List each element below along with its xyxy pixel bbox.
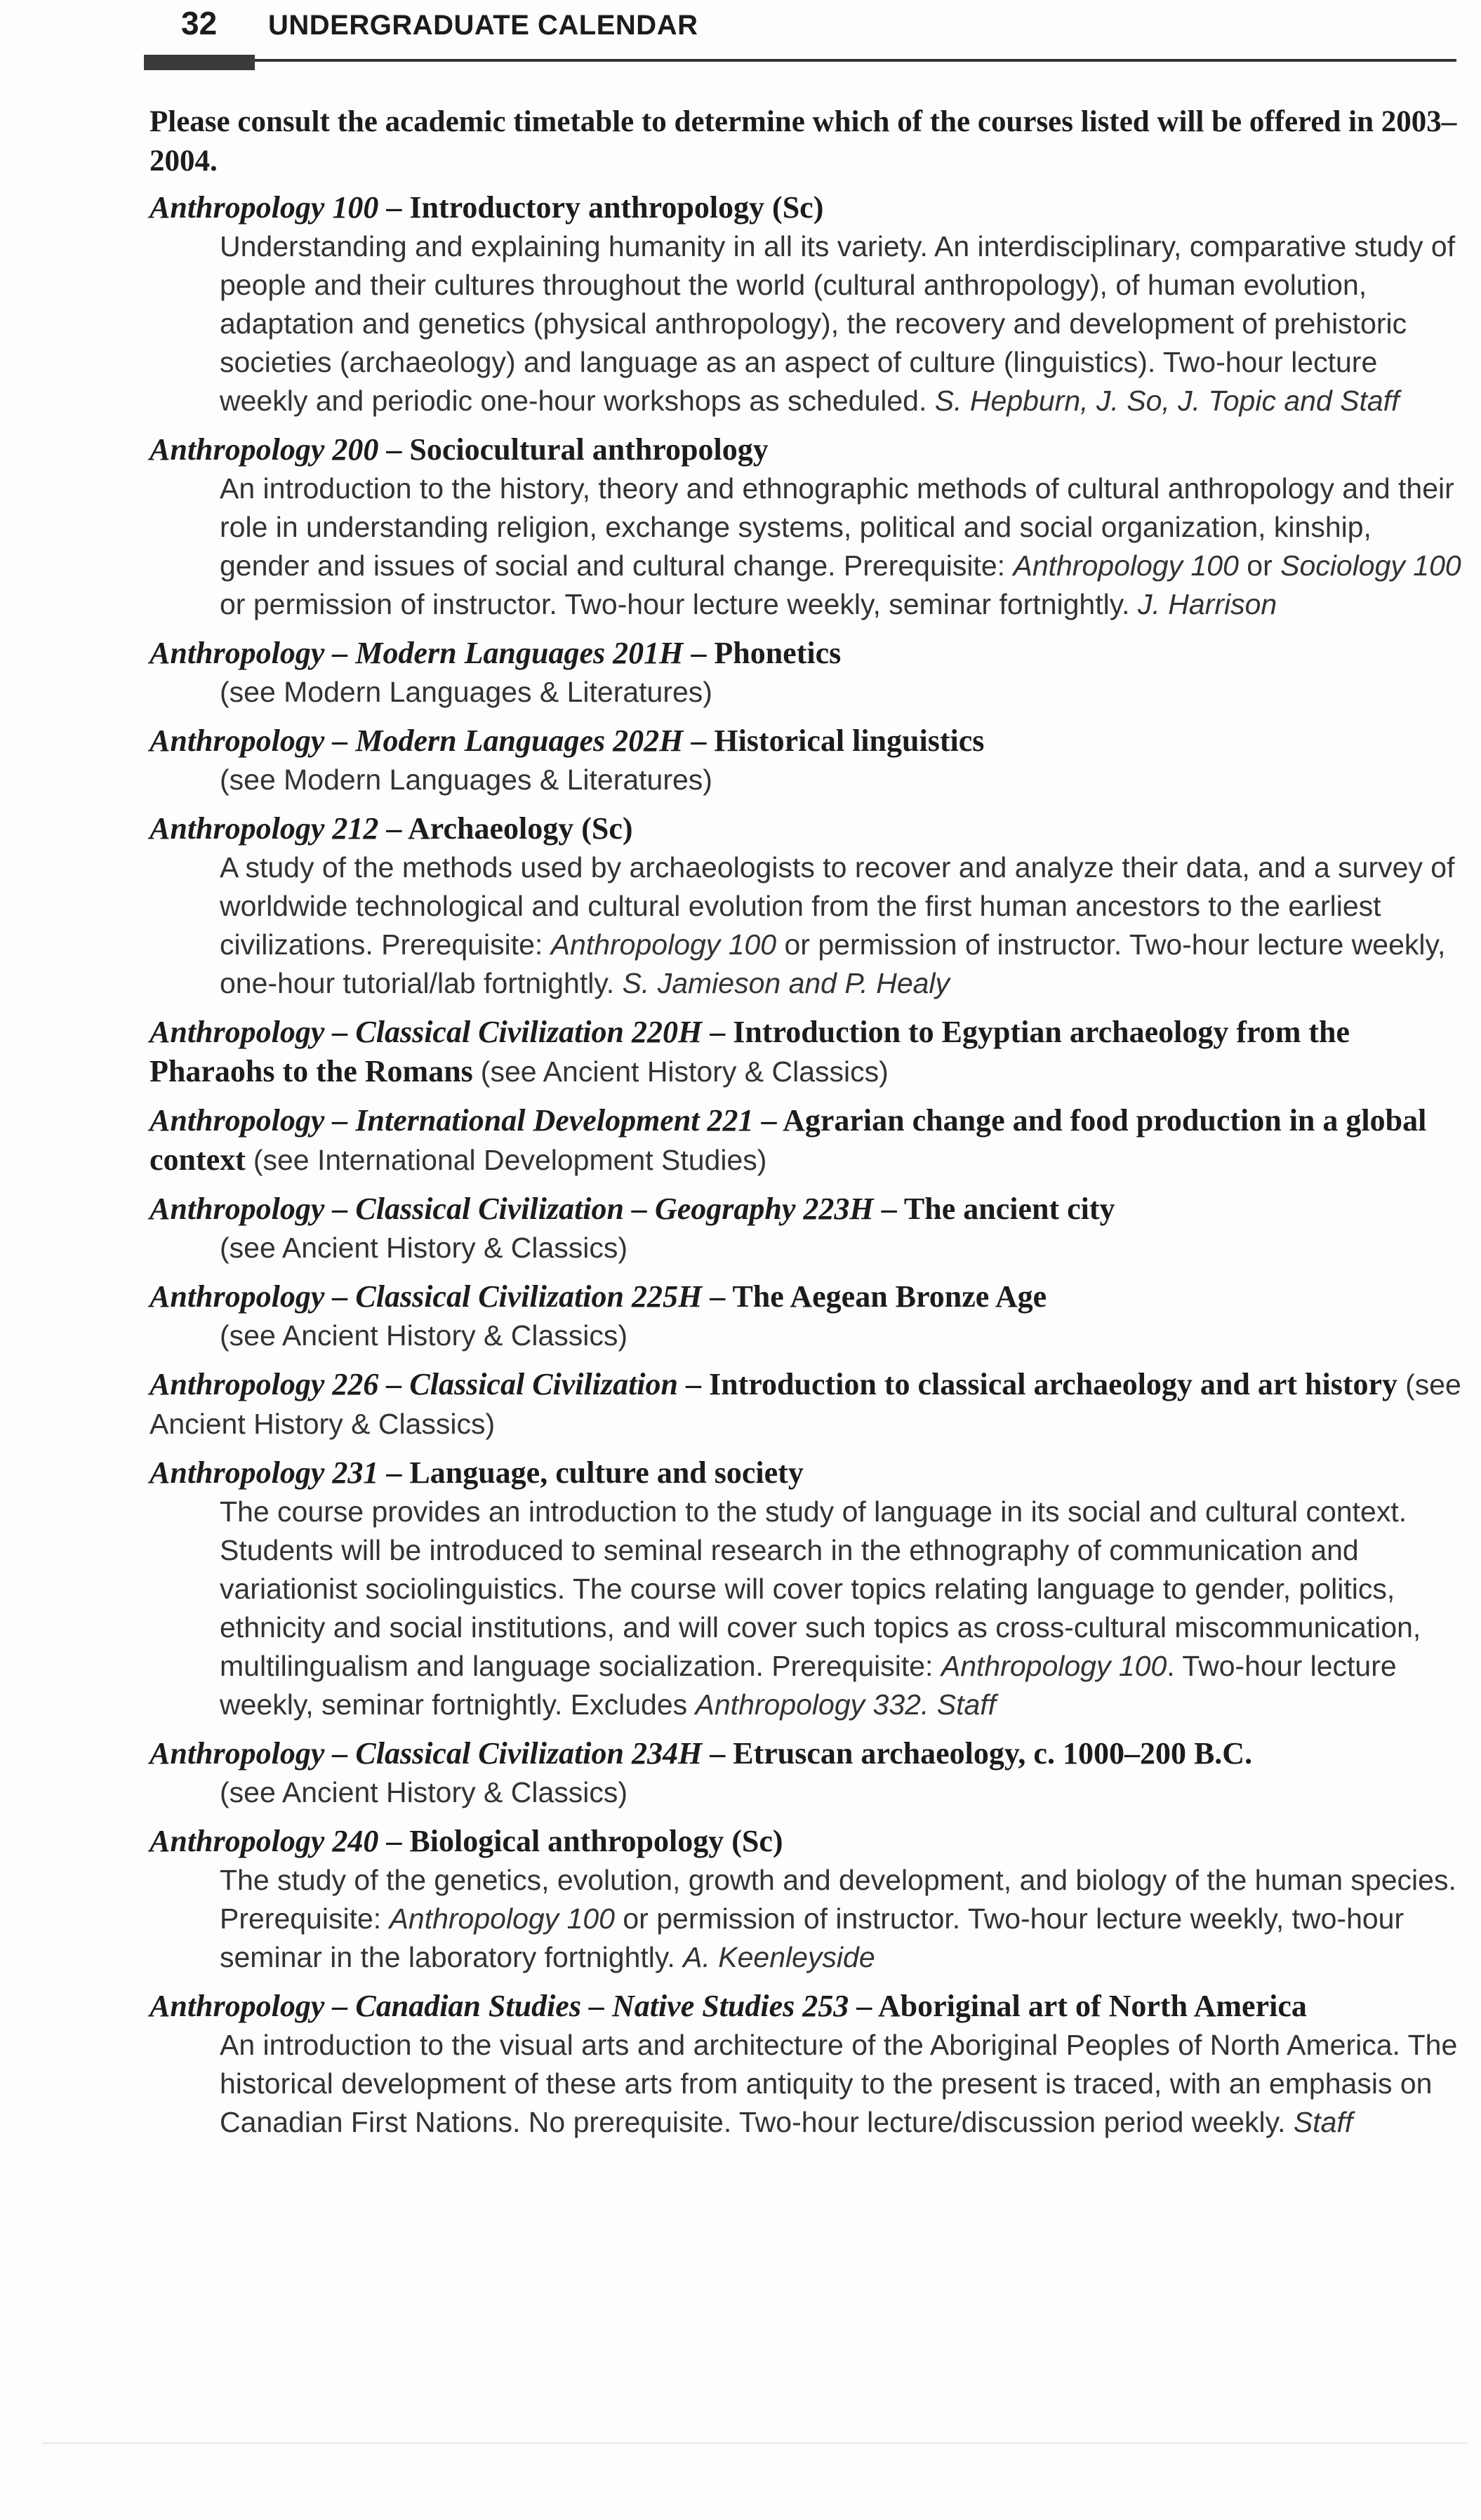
cross-reference: (see Ancient History & Classics) [480, 1055, 889, 1088]
course-title: Language, culture and society [409, 1455, 804, 1490]
course-entry [150, 430, 1462, 624]
course-heading: Anthropology – International Development 221 – Agrarian change and food production in a global context (see International Development Studies) [150, 1103, 1427, 1177]
course-number: Anthropology 200 [150, 432, 379, 467]
description-text: An introduction to the history, theory and ethnographic methods of cultural anthropology and their role in understanding religion, exchange systems, political and social organization, kinship, gender and issues of social and cultural change. Prerequisite: Anthropology 100 or Sociology 100 or permission of instructor. Two-hour lecture weekly, seminar fortnightly. [220, 472, 1461, 620]
description-text: The course provides an introduction to the study of language in its social and cultural context. Students will be introduced to seminal research in the ethnography of communication and variationist sociolinguistics. The course will cover topics relating language to gender, politics, ethnicity and social institutions, and will cover such topics as cross-cultural miscommunication, multilingualism and language socialization. Prerequisite: Anthropology 100. Two-hour lecture weekly, seminar fortnightly. Excludes Anthropology 332. [220, 1495, 1421, 1721]
course-heading: Anthropology 240 – Biological anthropology (Sc) [150, 1824, 783, 1858]
cross-reference: (see Ancient History & Classics) [220, 1319, 628, 1352]
description-text: Understanding and explaining humanity in all its variety. An interdisciplinary, comparative study of people and their cultures throughout the world (cultural anthropology), of human evolution, adaptation and genetics (physical anthropology), the recovery and development of prehistoric societies (archaeology) and language as an aspect of culture (linguistics). Two-hour lecture weekly and periodic one-hour workshops as scheduled. [220, 230, 1456, 417]
instructor: A. Keenleyside [683, 1941, 875, 1973]
course-description [220, 673, 1462, 712]
course-heading: Anthropology – Classical Civilization 220H – Introduction to Egyptian archaeology from the Pharaohs to the Romans (see Ancient History & Classics) [150, 1015, 1350, 1088]
course-heading: Anthropology – Classical Civilization 225H – The Aegean Bronze Age [150, 1279, 1047, 1314]
course-heading: Anthropology – Modern Languages 201H – Phonetics [150, 636, 842, 670]
course-listing [150, 102, 1462, 2152]
course-entry [150, 188, 1462, 420]
running-header: UNDERGRADUATE CALENDAR [268, 10, 698, 41]
course-number: Anthropology – International Development 221 [150, 1103, 754, 1138]
course-number: Anthropology – Classical Civilization – Geography 223H [150, 1192, 874, 1226]
description-text: A study of the methods used by archaeologists to recover and analyze their data, and a survey of worldwide technological and cultural evolution from the first human ancestors to the earliest civilizations. Prerequisite: Anthropology 100 or permission of instructor. Two-hour lecture weekly, one-hour tutorial/lab fortnightly. [220, 851, 1455, 999]
course-description [220, 848, 1462, 1003]
course-description [220, 469, 1462, 624]
course-title: Phonetics [714, 636, 842, 670]
instructor: Staff [936, 1688, 997, 1721]
course-number: Anthropology – Modern Languages 201H [150, 636, 684, 670]
description-text: An introduction to the visual arts and architecture of the Aboriginal Peoples of North America. The historical development of these arts from antiquity to the present is traced, with an emphasis on Canadian First Nations. No prerequisite. Two-hour lecture/discussion period weekly. [220, 2029, 1458, 2138]
course-entry [150, 1013, 1462, 1091]
course-number: Anthropology 231 [150, 1455, 379, 1490]
page-number: 32 [181, 5, 218, 41]
instructor: Staff [1293, 2106, 1353, 2138]
course-entry [150, 634, 1462, 712]
course-description [220, 1316, 1462, 1355]
cross-reference: (see International Development Studies) [253, 1144, 767, 1176]
course-title: The Aegean Bronze Age [732, 1279, 1047, 1314]
course-heading: Anthropology 212 – Archaeology (Sc) [150, 811, 633, 846]
course-description [220, 1229, 1462, 1267]
header-tab-block [144, 55, 255, 70]
course-entry [150, 1277, 1462, 1355]
course-title: The ancient city [903, 1192, 1115, 1226]
course-number: Anthropology 226 – Classical Civilization [150, 1367, 679, 1401]
course-description [220, 1773, 1462, 1812]
course-entry [150, 1101, 1462, 1180]
course-entries [150, 188, 1462, 2142]
page-edge [42, 2442, 1467, 2444]
course-title: Introductory anthropology (Sc) [409, 190, 824, 225]
instructor: S. Hepburn, J. So, J. Topic and Staff [934, 385, 1400, 417]
course-description [220, 761, 1462, 799]
cross-reference: (see Modern Languages & Literatures) [220, 764, 712, 796]
cross-reference: (see Ancient History & Classics) [220, 1776, 628, 1808]
course-number: Anthropology 212 [150, 811, 379, 846]
course-description [220, 227, 1462, 420]
course-title: Agrarian change and food production in a global context [150, 1103, 1427, 1177]
course-entry [150, 1453, 1462, 1724]
course-title: Historical linguistics [714, 724, 985, 758]
intro-note: Please consult the academic timetable to determine which of the courses listed will be offered in 2003–2004. [150, 105, 1457, 178]
instructor: S. Jamieson and P. Healy [622, 967, 950, 999]
course-heading: Anthropology – Classical Civilization 234H – Etruscan archaeology, c. 1000–200 B.C. [150, 1736, 1253, 1771]
course-title: Biological anthropology (Sc) [409, 1824, 783, 1858]
course-description [220, 1493, 1462, 1724]
course-title: Introduction to classical archaeology and art history [709, 1367, 1398, 1401]
course-title: Etruscan archaeology, c. 1000–200 B.C. [733, 1736, 1253, 1771]
course-title: Introduction to Egyptian archaeology from the Pharaohs to the Romans [150, 1015, 1350, 1088]
course-entry [150, 721, 1462, 799]
course-entry [150, 1822, 1462, 1977]
course-entry [150, 1734, 1462, 1812]
course-entry [150, 1189, 1462, 1267]
course-title: Aboriginal art of North America [877, 1989, 1307, 2023]
course-heading: Anthropology – Canadian Studies – Native Studies 253 – Aboriginal art of North America [150, 1989, 1307, 2023]
course-title: Sociocultural anthropology [409, 432, 769, 467]
course-number: Anthropology 240 [150, 1824, 379, 1858]
course-title: Archaeology (Sc) [407, 811, 633, 846]
course-heading: Anthropology 200 – Sociocultural anthropology [150, 432, 769, 467]
cross-reference: (see Modern Languages & Literatures) [220, 676, 712, 708]
course-heading: Anthropology – Classical Civilization – Geography 223H – The ancient city [150, 1192, 1115, 1226]
course-number: Anthropology – Classical Civilization 220H [150, 1015, 703, 1049]
course-heading: Anthropology – Modern Languages 202H – Historical linguistics [150, 724, 985, 758]
course-description [220, 2026, 1462, 2142]
description-text: The study of the genetics, evolution, growth and development, and biology of the human species. Prerequisite: Anthropology 100 or permission of instructor. Two-hour lecture weekly, two-hour seminar in the laboratory fortnightly. [220, 1864, 1456, 1973]
course-number: Anthropology – Classical Civilization 234H [150, 1736, 703, 1771]
course-description [220, 1861, 1462, 1977]
cross-reference: (see Ancient History & Classics) [220, 1232, 628, 1264]
header-rule [144, 59, 1456, 62]
instructor: J. Harrison [1137, 588, 1277, 620]
course-number: Anthropology 100 [150, 190, 379, 225]
course-number: Anthropology – Canadian Studies – Native Studies 253 [150, 1989, 849, 2023]
course-number: Anthropology – Classical Civilization 225H [150, 1279, 703, 1314]
cross-reference: (see Ancient History & Classics) [150, 1368, 1461, 1440]
course-heading: Anthropology 231 – Language, culture and society [150, 1455, 804, 1490]
course-heading: Anthropology 226 – Classical Civilization – Introduction to classical archaeology and art history (see Ancient History & Classics) [150, 1367, 1461, 1440]
course-heading: Anthropology 100 – Introductory anthropology (Sc) [150, 190, 824, 225]
course-entry [150, 1987, 1462, 2142]
course-entry [150, 1365, 1462, 1444]
course-entry [150, 809, 1462, 1003]
course-number: Anthropology – Modern Languages 202H [150, 724, 684, 758]
